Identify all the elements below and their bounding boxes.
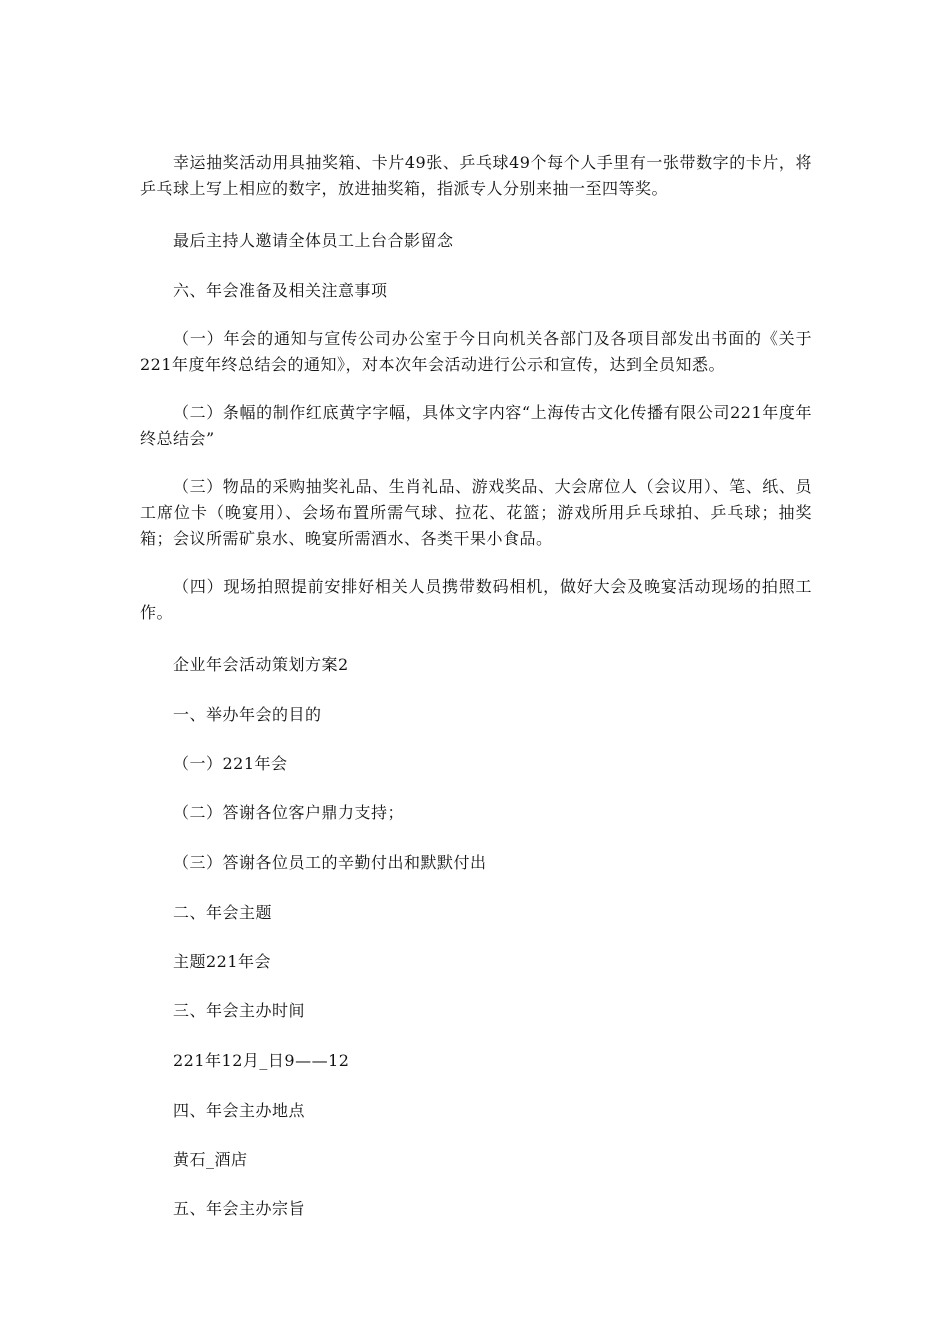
paragraph-venue: 黄石_酒店 <box>173 1150 248 1169</box>
paragraph-banner: （二）条幅的制作红底黄字字幅，具体文字内容“上海传古文化传播有限公司221年度年终总结会” <box>140 403 812 448</box>
paragraph-lottery: 幸运抽奖活动用具抽奖箱、卡片49张、乒乓球49个每个人手里有一张带数字的卡片，将乒乓球上写上相应的数字，放进抽奖箱，指派专人分别来抽一至四等奖。 <box>140 153 812 198</box>
paragraph-notice: （一）年会的通知与宣传公司办公室于今日向机关各部门及各项目部发出书面的《关于221年度年终总结会的通知》，对本次年会活动进行公示和宣传，达到全员知悉。 <box>140 329 812 374</box>
list-item-purpose-1: （一）221年会 <box>173 754 288 773</box>
heading-section-1: 一、举办年会的目的 <box>173 705 322 724</box>
heading-section-3: 三、年会主办时间 <box>173 1001 306 1020</box>
heading-section-6: 六、年会准备及相关注意事项 <box>173 281 388 300</box>
paragraph-purchase: （三）物品的采购抽奖礼品、生肖礼品、游戏奖品、大会席位人（会议用）、笔、纸、员工席位卡（晚宴用）、会场布置所需气球、拉花、花篮；游戏所用乒乓球拍、乒乓球；抽奖箱；会议所需矿泉水、晚宴所需酒水、各类干果小食品。 <box>140 477 812 548</box>
paragraph-date: 221年12月_日9——12 <box>173 1051 350 1070</box>
paragraph-photography: （四）现场拍照提前安排好相关人员携带数码相机，做好大会及晚宴活动现场的拍照工作。 <box>140 577 812 622</box>
heading-section-5: 五、年会主办宗旨 <box>173 1199 306 1218</box>
heading-plan-2: 企业年会活动策划方案2 <box>173 655 349 674</box>
list-item-purpose-2: （二）答谢各位客户鼎力支持； <box>173 803 405 822</box>
heading-section-2: 二、年会主题 <box>173 903 273 922</box>
heading-section-4: 四、年会主办地点 <box>173 1101 306 1120</box>
list-item-purpose-3: （三）答谢各位员工的辛勤付出和默默付出 <box>173 853 487 872</box>
paragraph-group-photo: 最后主持人邀请全体员工上台合影留念 <box>173 231 454 250</box>
paragraph-theme: 主题221年会 <box>173 952 272 971</box>
